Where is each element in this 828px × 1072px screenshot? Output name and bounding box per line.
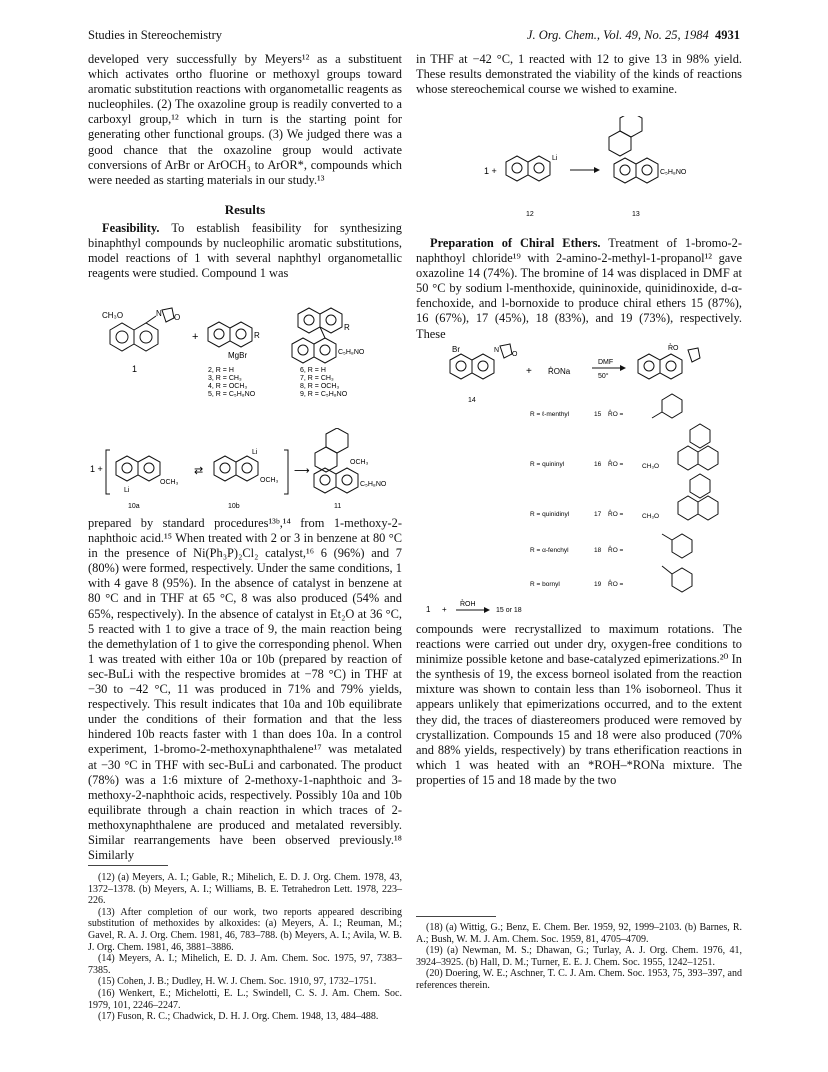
final-arrow-head	[484, 607, 490, 613]
row-19-r: R = bornyl	[530, 581, 560, 588]
row-18-r: R = α-fenchyl	[530, 547, 569, 554]
plus-sign: +	[192, 331, 199, 343]
product-list-item-2: 7, R = CH₃	[300, 375, 334, 382]
naphthyllithium-structure	[506, 156, 550, 181]
footnote-20: (20) Doering, W. E.; Aschner, T. C. J. Am. Chem. Soc. 1953, 75, 393–397, and references therein.	[416, 968, 742, 991]
row-18-ro: R̊O =	[608, 547, 624, 554]
right-column-middle	[416, 236, 742, 342]
product-substituent: C₅H₈NO	[338, 349, 365, 356]
n-label-14: N	[494, 347, 500, 354]
scheme-4-chiral-ethers	[416, 340, 742, 612]
row-15-num: 15	[594, 411, 602, 418]
footnote-15: (15) Cohen, J. B.; Dudley, H. W. J. Chem. Soc. 1910, 97, 1732–1751.	[98, 976, 377, 988]
row-17-r: R = quinidinyl	[530, 511, 570, 518]
row-19-ro: R̊O =	[608, 581, 624, 588]
footnotes-left	[88, 872, 402, 1023]
scheme-1-naphthyl-coupling	[88, 306, 402, 426]
label-14: 14	[468, 397, 476, 404]
lithio-10b-structure	[214, 456, 258, 481]
footnote-19: (19) (a) Newman, M. S.; Dhawan, G.; Turlay, A. J. Org. Chem. 1976, 41, 3924–3925. (b) Hall, D. M.; Turner, E. E. J. Chem. Soc. 1955, 1242–1251.	[416, 945, 742, 968]
product-11-substituent: C₅H₈NO	[360, 481, 387, 488]
dmf-label: DMF	[598, 359, 614, 366]
li-10b: Li	[252, 449, 258, 456]
scheme3-one-plus: 1 +	[484, 166, 497, 176]
r-label: R	[254, 331, 260, 340]
footnote-14: (14) Meyers, A. I.; Mihelich, E. D. J. Am. Chem. Soc. 1975, 97, 7383–7385.	[88, 953, 402, 976]
row-16-r: R = quininyl	[530, 461, 565, 468]
label-10a: 10a	[128, 503, 140, 510]
row-16-num: 16	[594, 461, 602, 468]
final-products: 15 or 18	[496, 607, 522, 614]
li-10a: Li	[124, 487, 130, 494]
binaphthyl-product-structure	[292, 308, 342, 363]
footnote-rule-left	[88, 865, 168, 866]
row-15-r: R = ℓ-menthyl	[530, 411, 570, 418]
row-17-num: 17	[594, 511, 602, 518]
final-reagent: R̊OH	[460, 601, 476, 608]
prepared-paragraph: prepared by standard procedures¹³ᵇ,¹⁴ from 1-methoxy-2-naphthoic acid.¹⁵ When treated with 2 or 3 in benzene at 80 °C in the presence of Ni(Ph₃P)₂Cl₂ catalyst,¹⁶ 6 (96%) and 7 (80%) were formed, respectively. Under the same conditions, 1 with 4 gave 8 (95%). In the absence of catalyst in benzene at 80 °C and in THF at 65 °C, 8 was also produced (54% and 65%, respectively). In the absence of catalyst in Et₂O at 36 °C, 5 reacted with 1 to give a trace of 9, the main reaction being the demethylation of 1 to give the corresponding phenol. When 1 was treated with either 10a or 10b (prepared by reaction of sec-BuLi with the respective bromides at −78 °C) in THF at −30 to −42 °C, 11 was produced in 71% and 79% yields, respectively. This result indicates that 10a and 10b equilibrate under the conditions of their formation and that the less hindered 10b reacts faster with 1 than does 10a. In a control experiment, 1-bromo-2-methoxynaphthalene¹⁷ was metalated at −30 °C in THF with sec-BuLi and carbonated. The product (78%) was a 1:6 mixture of 2-methoxy-1-naphthoic and 3-methoxy-2-naphthoic acids, respectively. Possibly 10a and 10b equilibrate through a chain reaction in which traces of 2-methoxynaphthalene are produced and metalated reversibly. Similar rearrangements have been observed previously.¹⁸ Similarly	[88, 516, 402, 863]
preparation-paragraph	[416, 236, 742, 342]
preparation-runin: Preparation of Chiral Ethers.	[430, 236, 601, 250]
product-13-substituent: C₅H₈NO	[660, 169, 687, 176]
footnote-18: (18) (a) Wittig, G.; Benz, E. Chem. Ber. 1959, 92, 1999–2103. (b) Barnes, R. A.; Bush, W. M. J. Am. Chem. Soc. 1959, 81, 4705–4709.	[416, 922, 742, 945]
running-header: Studies in Stereochemistry	[88, 28, 223, 42]
reaction-arrow: ⟶	[294, 465, 310, 477]
right-bottom-paragraph: compounds were recrystallized to maximum rotations. The reactions were carried out under dry, oxygen-free conditions to minimize possible ketone and base-catalyzed epimerizations.²⁰ In the synthesis of 19, the excess borneol isolated from the reaction mixture was shown to contain less than 1% isoborneol. Thus it appears unlikely that epimerizations occurred, and to the extent they did, the traces of diastereomers produced were removed by crystallization. Compounds 15 and 18 were also produced (70% and 88% yields, respectively) by trans etherification reactions in which 1 was heated with an *ROH–*RONa mixture. The properties of 15 and 18 made by the two	[416, 622, 742, 787]
feasibility-text: To establish feasibility for synthesizing binaphthyl compounds by nucleophilic aromatic substitutions, model reactions of 1 with several naphthyl organometallic reagents were studied. Compound 1 was	[88, 220, 402, 281]
row-17-ch3o: CH₃O	[642, 513, 660, 520]
label-10b: 10b	[228, 503, 240, 510]
fenchyl-structure	[662, 534, 692, 558]
scheme3-arrow-head	[594, 167, 600, 173]
ro-label: R̊O	[668, 345, 679, 352]
footnote-17: (17) Fuson, R. C.; Chadwick, D. H. J. Org. Chem. 1948, 13, 484–488.	[98, 1011, 379, 1023]
journal-citation	[527, 28, 740, 43]
scheme-2-lithio-equilibrium	[88, 428, 402, 514]
product-och3: OCH₃	[350, 459, 369, 466]
final-plus: +	[442, 605, 447, 614]
naphthylmagnesium-structure	[208, 322, 252, 347]
och3-10a: OCH₃	[160, 479, 179, 486]
intro-paragraph: developed very successfully by Meyers¹² as a substituent which activates ortho fluorine or methoxyl groups toward aromatic substitution reactions with organometallic reagents as nucleophiles. (2) The oxazoline group is readily converted to a carboxyl group,¹² which in turn is the starting point for generating other functional groups. (3) We judged there was a good chance that the oxazoline group would activate conversions of ArBr or ArOCH₃ to ArOR*, compounds which were needed as starting materials in our study.¹³	[88, 52, 402, 187]
o-label-14: O	[512, 351, 518, 358]
mgbr-label: MgBr	[228, 351, 248, 360]
right-top-paragraph: in THF at −42 °C, 1 reacted with 12 to give 13 in 98% yield. These results demonstrated the viability of the kinds of reactions whose stereochemical course we wished to examine.	[416, 52, 742, 97]
trans-etherification-equation	[416, 596, 742, 618]
plus-4: +	[526, 366, 532, 377]
left-column-bottom	[88, 516, 402, 863]
feasibility-runin: Feasibility.	[102, 220, 160, 235]
quininyl-structure	[678, 424, 718, 470]
reagent-list-item-2: 3, R = CH₃	[208, 375, 242, 382]
compound-13-structure	[609, 116, 658, 183]
temp-label: 50°	[598, 373, 609, 380]
label-12: 12	[526, 211, 534, 218]
right-column-top	[416, 52, 742, 97]
row-19-num: 19	[594, 581, 602, 588]
page-number: 4931	[715, 28, 740, 42]
footnote-16: (16) Wenkert, E.; Michelotti, E. L.; Swindell, C. S. J. Am. Chem. Soc. 1979, 101, 2246–2247.	[88, 987, 402, 1011]
product-list-item-4: 9, R = C₅H₈NO	[300, 391, 348, 398]
reagent-list-item-3: 4, R = OCH₃	[208, 383, 248, 390]
scheme2-one-plus: 1 +	[90, 464, 103, 474]
ch3o-label: CH₃O	[102, 311, 124, 320]
right-column-bottom	[416, 622, 742, 788]
results-heading: Results	[224, 201, 266, 217]
row-16-ro: R̊O =	[608, 461, 624, 468]
li-label: Li	[552, 155, 558, 162]
equilibrium-arrow: ⇄	[194, 465, 204, 477]
chiral-ether-product-structure	[638, 348, 700, 379]
product-list-item-1: 6, R = H	[300, 367, 326, 374]
preparation-text: Treatment of 1-bromo-2-naphthoyl chloride¹⁹ with 2-amino-2-methyl-1-propanol¹² gave oxazoline 14 (74%). The bromine of 14 was displaced in DMF at 50 °C by sodium l-menthoxide, quininoxide, quinidinoxide, d-α-fenchoxide, and l-bornoxide to produce chiral ethers 15 (87%), 16 (67%), 17 (45%), 18 (83%), and 19 (73%), respectively. These	[416, 236, 742, 341]
final-one: 1	[426, 605, 431, 614]
bornyl-structure	[662, 566, 692, 592]
lithio-10a-structure	[116, 456, 160, 481]
product-r-label: R	[344, 323, 350, 332]
left-column-top	[88, 52, 402, 281]
footnote-12: (12) (a) Meyers, A. I.; Gable, R.; Mihelich, E. D. J. Org. Chem. 1978, 43, 1372–1378. (b) Meyers, A. I.; Williams, B. E. Tetrahedron Lett. 1978, 223–226.	[88, 872, 402, 907]
right-bracket	[284, 450, 288, 494]
row-18-num: 18	[594, 547, 602, 554]
product-list-item-3: 8, R = OCH₃	[300, 383, 340, 390]
label-13: 13	[632, 211, 640, 218]
journal-info: J. Org. Chem., Vol. 49, No. 25, 1984	[526, 28, 709, 42]
rona-label: R̊ONa	[548, 367, 571, 376]
br-label: Br	[452, 345, 460, 354]
footnote-rule-right	[416, 916, 496, 917]
scheme-3-compound-13	[470, 116, 710, 226]
footnotes-right	[416, 922, 742, 992]
reagent-list-item-1: 2, R = H	[208, 367, 234, 374]
scheme4-arrow-head	[620, 365, 626, 371]
row-16-ch3o: CH₃O	[642, 463, 660, 470]
o-label: O	[174, 313, 181, 322]
row-15-ro: R̊O =	[608, 411, 624, 418]
menthyl-structure	[652, 394, 682, 418]
label-11: 11	[334, 503, 342, 510]
feasibility-paragraph	[88, 221, 402, 281]
footnote-13: (13) After completion of our work, two reports appeared describing substitution of methoxides by alkoxides: (a) Meyers, A. I.; Reuman, M.; Gavel, R. A. J. Org. Chem. 1981, 46, 783–788. (b) Meyers, A. I.; Avila, W. B. J. Org. Chem. 1981, 46, 3881–3886.	[88, 906, 402, 953]
och3-10b: OCH₃	[260, 477, 279, 484]
n-label: N	[156, 309, 162, 318]
quinidinyl-structure	[678, 474, 718, 520]
left-bracket	[106, 450, 110, 494]
reagent-list-item-4: 5, R = C₅H₈NO	[208, 391, 256, 398]
compound-1-label: 1	[132, 364, 138, 374]
row-17-ro: R̊O =	[608, 511, 624, 518]
